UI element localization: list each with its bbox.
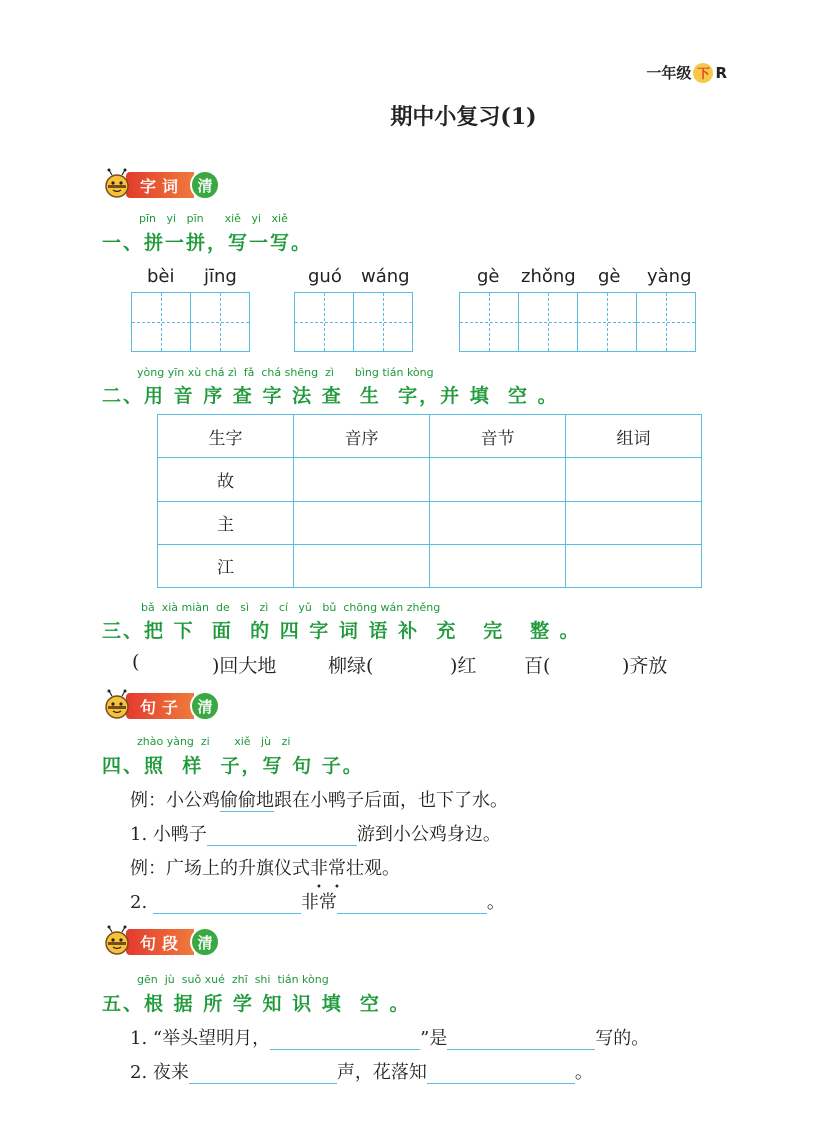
lookup-table xyxy=(157,414,702,588)
page-title: 期中小复习(1) xyxy=(390,104,537,130)
qing-icon: 清 xyxy=(190,691,220,721)
q1-word2-py2: wáng xyxy=(361,266,410,287)
q1-word3-py3: gè xyxy=(598,266,621,287)
q1-word2-py1: guó xyxy=(308,266,342,287)
answer-cell[interactable] xyxy=(566,544,702,587)
section-badge-zici: 字词 清 xyxy=(100,167,220,203)
th-syllable: 音节 xyxy=(430,415,566,458)
q4-pinyin: zhào yàng zi xiě jù zi xyxy=(137,735,291,748)
q4-sentence-2: 2. 非常 。 xyxy=(130,892,505,913)
blank-line[interactable] xyxy=(189,1065,337,1084)
answer-cell[interactable] xyxy=(430,458,566,501)
q3-pinyin: bǎ xià miàn de sì zì cí yǔ bǔ chōng wán zhěng xyxy=(141,601,441,614)
example-underline: 偷偷地 xyxy=(220,790,274,811)
th-char: 生字 xyxy=(158,415,294,458)
write-cell[interactable] xyxy=(131,292,191,352)
q1-word3-py4: yàng xyxy=(647,266,692,287)
th-initial: 音序 xyxy=(294,415,430,458)
q3-item3-open: 百( xyxy=(524,655,551,677)
write-cell[interactable] xyxy=(577,292,637,352)
answer-cell[interactable] xyxy=(294,544,430,587)
q1-word3-py1: gè xyxy=(477,266,500,287)
bee-mascot-icon xyxy=(100,925,134,959)
write-cell[interactable] xyxy=(190,292,250,352)
row-char: 故 xyxy=(158,458,294,501)
q3-item2-open: 柳绿( xyxy=(328,655,374,677)
q2-title: 二、用 音 序 查 字 法 查 生 字，并 填 空 。 xyxy=(102,385,559,407)
write-cell[interactable] xyxy=(353,292,413,352)
q3-title: 三、把 下 面 的 四 字 词 语 补 充 完 整 。 xyxy=(102,620,581,642)
write-cell[interactable] xyxy=(636,292,696,352)
q2-pinyin: yòng yīn xù chá zì fǎ chá shēng zì bìng tián kòng xyxy=(137,366,434,379)
blank-line[interactable] xyxy=(427,1065,575,1084)
answer-cell[interactable] xyxy=(294,501,430,544)
q4-title: 四、照 样 子，写 句 子。 xyxy=(102,755,364,777)
blank-line[interactable] xyxy=(337,895,487,914)
q1-pinyin: pīn yi pīn xiě yi xiě xyxy=(139,212,288,225)
q4-sentence-1: 1. 小鸭子 游到小公鸡身边。 xyxy=(130,824,501,845)
q1-write-grid-2[interactable] xyxy=(295,292,413,352)
blank-line[interactable] xyxy=(447,1031,595,1050)
write-cell[interactable] xyxy=(459,292,519,352)
answer-cell[interactable] xyxy=(566,501,702,544)
q5-title: 五、根 据 所 学 知 识 填 空 。 xyxy=(102,993,411,1015)
answer-cell[interactable] xyxy=(430,501,566,544)
q3-item1-rest: )回大地 xyxy=(212,655,277,677)
qing-icon: 清 xyxy=(190,170,220,200)
bee-mascot-icon xyxy=(100,168,134,202)
section-badge-juzi: 句子 清 xyxy=(100,688,220,724)
q5-pinyin: gēn jù suǒ xué zhī shi tián kòng xyxy=(137,973,329,986)
q4-example-1: 例：小公鸡偷偷地跟在小鸭子后面，也下了水。 xyxy=(130,790,508,811)
answer-cell[interactable] xyxy=(294,458,430,501)
qing-icon: 清 xyxy=(190,927,220,957)
bee-mascot-icon xyxy=(100,689,134,723)
grade-label: 一年级 下 R xyxy=(646,63,727,82)
q3-item2-rest: )红 xyxy=(450,655,477,677)
blank-line[interactable] xyxy=(153,895,301,914)
q1-word1-py1: bèi xyxy=(147,266,175,287)
q3-item1-open: ( xyxy=(132,651,140,673)
q4-example-2: 例：广场上的升旗仪式非常壮观。 xyxy=(130,858,400,879)
grade-down-badge: 下 xyxy=(693,63,713,83)
q1-word1-py2: jīng xyxy=(204,266,237,287)
q1-word3-py2: zhǒng xyxy=(521,266,576,287)
section-badge-juduan: 句段 清 xyxy=(100,924,220,960)
row-char: 江 xyxy=(158,544,294,587)
answer-cell[interactable] xyxy=(430,544,566,587)
blank-line[interactable] xyxy=(207,827,357,846)
q5-line-2: 2. 夜来 声，花落知 。 xyxy=(130,1062,593,1083)
q1-write-grid-3[interactable] xyxy=(460,292,696,352)
q1-write-grid-1[interactable] xyxy=(132,292,250,352)
q5-line-1: 1. “举头望明月， ”是 写的。 xyxy=(130,1028,650,1049)
write-cell[interactable] xyxy=(294,292,354,352)
q3-item3-rest: )齐放 xyxy=(622,655,668,677)
th-word: 组词 xyxy=(566,415,702,458)
answer-cell[interactable] xyxy=(566,458,702,501)
q1-title: 一、拼一拼，写一写。 xyxy=(102,232,313,254)
blank-line[interactable] xyxy=(270,1031,420,1050)
row-char: 主 xyxy=(158,501,294,544)
write-cell[interactable] xyxy=(518,292,578,352)
